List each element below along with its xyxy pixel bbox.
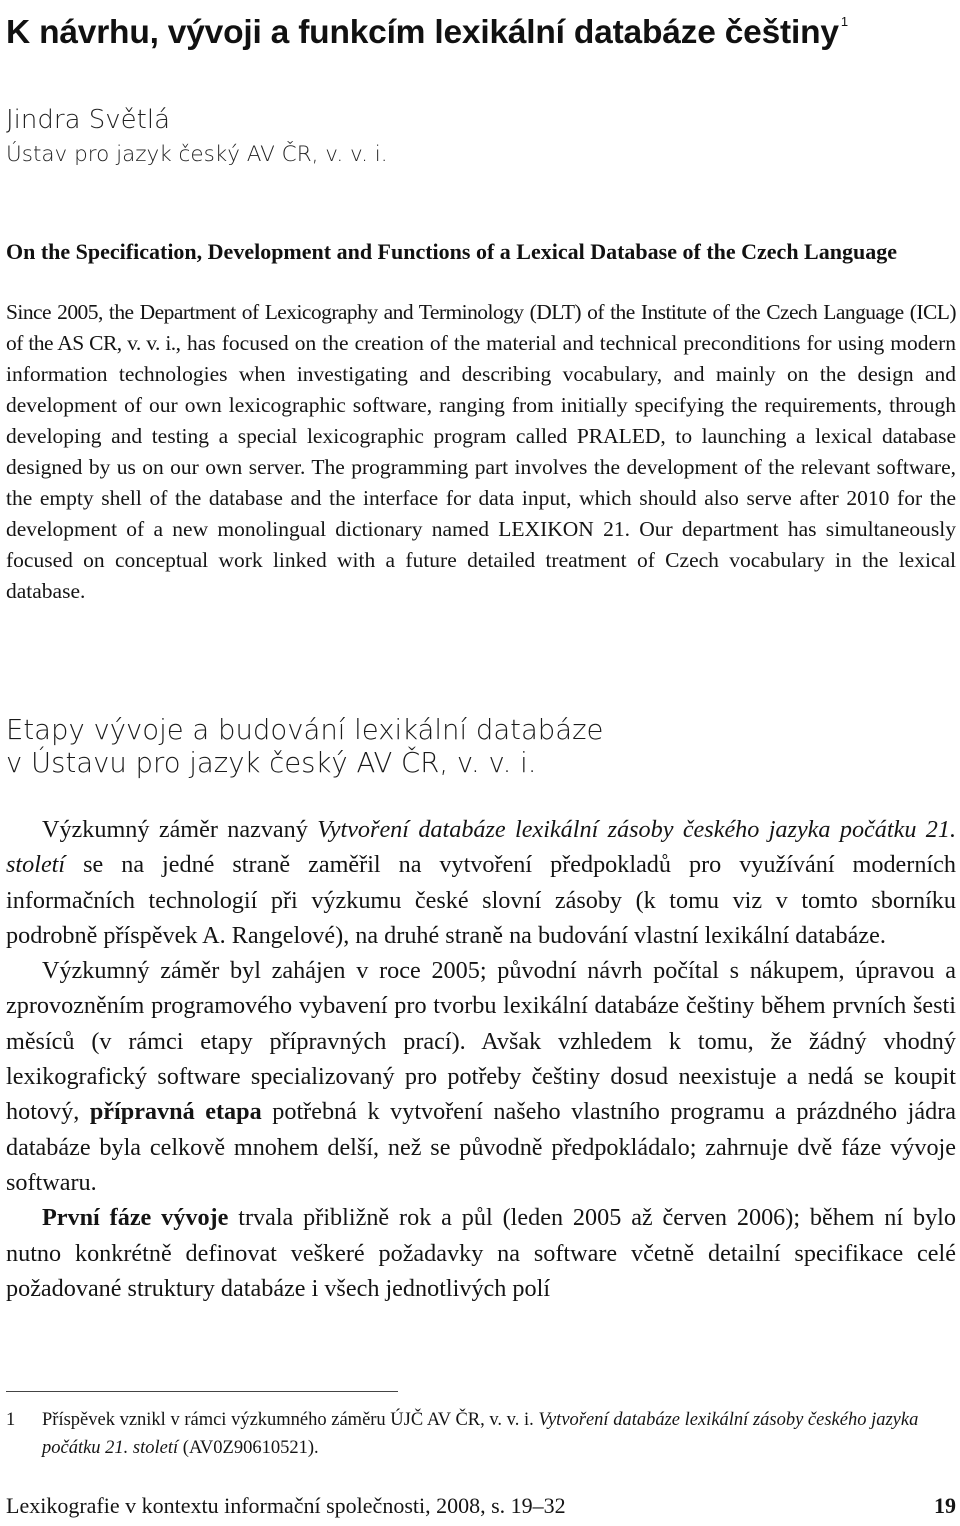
paragraph-3-text-a: trvala přibližně rok a půl (leden 2005 až červen 2006); během ní bylo nutno konkrétně definovat veškeré požadavky na software včetně detailní specifikace celé požadované struktury databáze i všech jednotlivých polí <box>6 1204 956 1302</box>
paper-page <box>6 0 956 1526</box>
paragraph-1-text-a: Výzkumný záměr nazvaný <box>42 816 318 843</box>
paragraph-1-text-b: se na jedné straně zaměřil na vytvoření předpokladů pro využívání moderních informačních technologií při výzkumu české slovní zásoby (k tomu viz v tomto sborníku podrobně příspěvek A. Rangelové), na druhé straně na budování vlastní lexikální databáze. <box>6 851 956 949</box>
paragraph-3 <box>6 1200 956 1306</box>
footnote <box>6 1406 956 1462</box>
footnote-text-a: Příspěvek vznikl v rámci výzkumného záměru ÚJČ AV ČR, v. v. i. <box>42 1410 539 1430</box>
research-project-title: Vytvoření databáze lexikální zásoby českého jazyka počátku 21. století <box>6 816 956 879</box>
preparatory-stage-term: přípravná etapa <box>89 1098 262 1126</box>
footnote-separator <box>6 1391 398 1392</box>
page-number: 19 <box>934 1493 956 1518</box>
footnote-text-b: (AV0Z90610521). <box>178 1438 319 1458</box>
author-affiliation: Ústav pro jazyk český AV ČR, v. v. i. <box>6 142 388 167</box>
paragraph-1 <box>6 812 956 953</box>
paper-title <box>6 2 848 53</box>
publication-info: Lexikografie v kontextu informační společnosti, 2008, s. 19–32 <box>6 1493 566 1518</box>
section-heading-line-2: v Ústavu pro jazyk český AV ČR, v. v. i. <box>6 747 537 779</box>
footnote-project-title: Vytvoření databáze lexikální zásoby českého jazyka počátku 21. století <box>42 1410 919 1458</box>
section-heading <box>6 714 956 780</box>
footnote-text <box>42 1406 956 1462</box>
english-abstract <box>6 297 956 607</box>
body-text <box>6 812 956 1306</box>
first-phase-term: První fáze vývoje <box>42 1204 229 1232</box>
paragraph-2-text-a: Výzkumný záměr byl zahájen v roce 2005; původní návrh počítal s nákupem, úpravou a zprovozněním programového vybavení pro tvorbu lexikální databáze češtiny během prvních šesti měsíců (v rámci etapy přípravných prací). Avšak vzhledem k tomu, že žádný vhodný lexikografický software specializovaný pro potřeby češtiny dosud neexistuje a nedá se koupit hotový, <box>6 957 956 1126</box>
author-name: Jindra Světlá <box>6 105 170 135</box>
english-abstract-title: On the Specification, Development and Functions of a Lexical Database of the Czech Language <box>6 239 897 264</box>
abstract-text-start: Since 2005, the Department of Lexicography and Terminology (DLT) of the Institute of the Czech Language (ICL) of the AS CR, v. v. i. <box>6 300 956 355</box>
abstract-text-rest: , has focused on the creation of the material and technical preconditions for using modern information technologies when investigating and describing vocabulary, and mainly on the design and development of our own lexicographic software, ranging from initially specifying the requirements, through developing and testing a special lexicographic program called PRALED, to launching a lexical database designed by us on our own server. The programming part involves the development of the relevant software, the empty shell of the database and the interface for data input, which should also serve after 2010 for the development of a new monolingual dictionary named LEXIKON 21. Our department has simultaneously focused on conceptual work linked with a future detailed treatment of Czech vocabulary in the lexical database. <box>6 331 956 603</box>
paragraph-2-text-b: potřebná k vytvoření našeho vlastního programu a prázdného jádra databáze byla celkově mnohem delší, než se původně předpokládalo; zahrnuje dvě fáze vývoje softwaru. <box>6 1098 956 1196</box>
section-heading-line-1: Etapy vývoje a budování lexikální databáze <box>6 714 604 746</box>
running-footer <box>6 1491 956 1521</box>
footnote-number: 1 <box>6 1410 16 1430</box>
paper-title-text: K návrhu, vývoji a funkcím lexikální databáze češtiny <box>6 14 839 51</box>
title-footnote-mark: 1 <box>840 14 848 29</box>
paragraph-2 <box>6 953 956 1200</box>
